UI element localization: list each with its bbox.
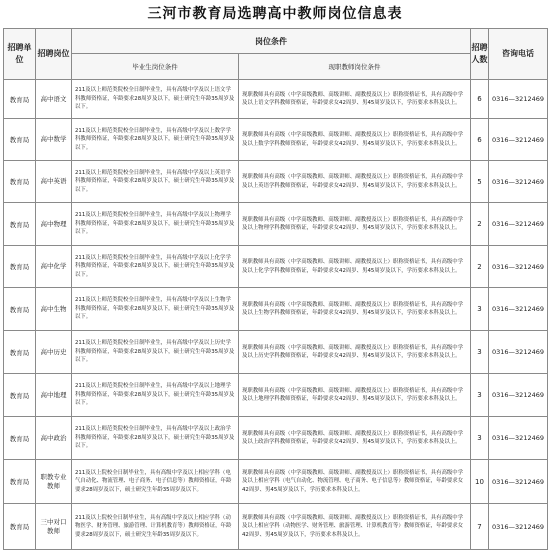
header-conditions: 岗位条件 [72, 29, 471, 54]
post-cell: 高中数学 [36, 119, 72, 161]
unit-cell: 教育局 [4, 331, 36, 374]
teacher-conditions-cell: 现职教师具有高级（中学高级教师、高级讲师、副教授及以上）职称资格证书，具有高级中学及以上物理学科教师资格证，年龄要求女42周岁、男45周岁及以下，学历要求本科及以上。 [239, 203, 471, 246]
count-cell: 3 [471, 417, 489, 460]
phone-cell: 0316—3212469 [489, 460, 548, 504]
table-row [4, 504, 548, 550]
unit-cell: 教育局 [4, 504, 36, 550]
header-post: 招聘岗位 [36, 29, 72, 80]
count-cell: 10 [471, 460, 489, 504]
unit-cell: 教育局 [4, 417, 36, 460]
count-cell: 5 [471, 161, 489, 203]
unit-cell: 教育局 [4, 460, 36, 504]
unit-cell: 教育局 [4, 288, 36, 331]
post-cell: 高中生物 [36, 288, 72, 331]
table-row [4, 119, 548, 161]
teacher-conditions-cell: 现职教师具有高级（中学高级教师、高级讲师、副教授及以上）职称资格证书，具有高级中学及以上相应学科（电气自动化、物流管理、电子商务、电子信息等）教师资格证，年龄要求女42周岁、男45周岁及以下，学历要求本科及以上。 [239, 460, 471, 504]
post-cell: 高中语文 [36, 80, 72, 119]
table-row [4, 288, 548, 331]
count-cell: 3 [471, 288, 489, 331]
teacher-conditions-cell: 现职教师具有高级（中学高级教师、高级讲师、副教授及以上）职称资格证书，具有高级中学及以上生物学科教师资格证，年龄要求女42周岁、男45周岁及以下，学历要求本科及以上。 [239, 288, 471, 331]
unit-cell: 教育局 [4, 246, 36, 288]
grad-conditions-cell: 211及以上师范类院校全日制毕业生，具有高级中学及以上数学学科教师资格证，年龄要求28周岁及以下，硕士研究生年龄35周岁及以下。 [72, 119, 239, 161]
phone-cell: 0316—3212469 [489, 161, 548, 203]
grad-conditions-cell: 211及以上院校全日制毕业生，具有高级中学及以上相应学科（动物医学、财务管理、旅游管理、计算机教育等）教师资格证，年龄要求28周岁及以下，硕士研究生年龄35周岁及以下。 [72, 504, 239, 550]
count-cell: 6 [471, 119, 489, 161]
unit-cell: 教育局 [4, 80, 36, 119]
table-row [4, 161, 548, 203]
table-row [4, 374, 548, 417]
teacher-conditions-cell: 现职教师具有高级（中学高级教师、高级讲师、副教授及以上）职称资格证书，具有高级中学及以上相应学科（动物医学、财务管理、旅游管理、计算机教育等）教师资格证，年龄要求女42周岁、男45周岁及以下，学历要求本科及以上。 [239, 504, 471, 550]
teacher-conditions-cell: 现职教师具有高级（中学高级教师、高级讲师、副教授及以上）职称资格证书，具有高级中学及以上英语学科教师资格证，年龄要求女42周岁、男45周岁及以下，学历要求本科及以上。 [239, 161, 471, 203]
phone-cell: 0316—3212469 [489, 246, 548, 288]
teacher-conditions-cell: 现职教师具有高级（中学高级教师、高级讲师、副教授及以上）职称资格证书，具有高级中学及以上数学学科教师资格证，年龄要求女42周岁、男45周岁及以下，学历要求本科及以上。 [239, 119, 471, 161]
document-title: 三河市教育局选聘高中教师岗位信息表 [147, 6, 403, 22]
post-cell: 高中历史 [36, 331, 72, 374]
unit-cell: 教育局 [4, 374, 36, 417]
phone-cell: 0316—3212469 [489, 288, 548, 331]
post-cell: 高中物理 [36, 203, 72, 246]
phone-cell: 0316—3212469 [489, 119, 548, 161]
post-cell: 高中政治 [36, 417, 72, 460]
teacher-conditions-cell: 现职教师具有高级（中学高级教师、高级讲师、副教授及以上）职称资格证书，具有高级中学及以上历史学科教师资格证，年龄要求女42周岁、男45周岁及以下，学历要求本科及以上。 [239, 331, 471, 374]
post-cell: 高中英语 [36, 161, 72, 203]
grad-conditions-cell: 211及以上师范类院校全日制毕业生，具有高级中学及以上历史学科教师资格证，年龄要求28周岁及以下，硕士研究生年龄35周岁及以下。 [72, 331, 239, 374]
teacher-conditions-cell: 现职教师具有高级（中学高级教师、高级讲师、副教授及以上）职称资格证书，具有高级中学及以上化学学科教师资格证，年龄要求女42周岁、男45周岁及以下，学历要求本科及以上。 [239, 246, 471, 288]
count-cell: 2 [471, 203, 489, 246]
recruitment-table [3, 28, 548, 550]
count-cell: 2 [471, 246, 489, 288]
count-cell: 7 [471, 504, 489, 550]
count-cell: 3 [471, 331, 489, 374]
grad-conditions-cell: 211及以上院校全日制毕业生，具有高级中学及以上相应学科（电气自动化、物流管理、电子商务、电子信息等）教师资格证，年龄要求28周岁及以下，硕士研究生年龄35周岁及以下。 [72, 460, 239, 504]
grad-conditions-cell: 211及以上师范类院校全日制毕业生，具有高级中学及以上地理学科教师资格证，年龄要求28周岁及以下，硕士研究生年龄35周岁及以下。 [72, 374, 239, 417]
phone-cell: 0316—3212469 [489, 331, 548, 374]
post-cell: 高中化学 [36, 246, 72, 288]
count-cell: 6 [471, 80, 489, 119]
post-cell: 职教专业教师 [36, 460, 72, 504]
phone-cell: 0316—3212469 [489, 417, 548, 460]
grad-conditions-cell: 211及以上师范类院校全日制毕业生，具有高级中学及以上政治学科教师资格证，年龄要求28周岁及以下，硕士研究生年龄35周岁及以下。 [72, 417, 239, 460]
phone-cell: 0316—3212469 [489, 504, 548, 550]
grad-conditions-cell: 211及以上师范类院校全日制毕业生，具有高级中学及以上化学学科教师资格证，年龄要求28周岁及以下，硕士研究生年龄35周岁及以下。 [72, 246, 239, 288]
table-row [4, 246, 548, 288]
teacher-conditions-cell: 现职教师具有高级（中学高级教师、高级讲师、副教授及以上）职称资格证书，具有高级中学及以上语文学科教师资格证，年龄要求女42周岁、男45周岁及以下，学历要求本科及以上。 [239, 80, 471, 119]
post-cell: 高中地理 [36, 374, 72, 417]
table-row [4, 331, 548, 374]
grad-conditions-cell: 211及以上师范类院校全日制毕业生，具有高级中学及以上物理学科教师资格证，年龄要求28周岁及以下，硕士研究生年龄35周岁及以下。 [72, 203, 239, 246]
header-unit: 招聘单位 [4, 29, 36, 80]
count-cell: 3 [471, 374, 489, 417]
table-row [4, 80, 548, 119]
teacher-conditions-cell: 现职教师具有高级（中学高级教师、高级讲师、副教授及以上）职称资格证书，具有高级中学及以上政治学科教师资格证，年龄要求女42周岁、男45周岁及以下，学历要求本科及以上。 [239, 417, 471, 460]
phone-cell: 0316—3212469 [489, 374, 548, 417]
table-row [4, 460, 548, 504]
teacher-conditions-cell: 现职教师具有高级（中学高级教师、高级讲师、副教授及以上）职称资格证书，具有高级中学及以上地理学科教师资格证，年龄要求女42周岁、男45周岁及以下，学历要求本科及以上。 [239, 374, 471, 417]
phone-cell: 0316—3212469 [489, 203, 548, 246]
header-count: 招聘人数 [471, 29, 489, 80]
phone-cell: 0316—3212469 [489, 80, 548, 119]
grad-conditions-cell: 211及以上师范类院校全日制毕业生，具有高级中学及以上英语学科教师资格证，年龄要求28周岁及以下，硕士研究生年龄35周岁及以下。 [72, 161, 239, 203]
unit-cell: 教育局 [4, 203, 36, 246]
header-teacher-conditions: 现职教师岗位条件 [239, 54, 471, 80]
table-row [4, 417, 548, 460]
table-row [4, 203, 548, 246]
post-cell: 三中对口教师 [36, 504, 72, 550]
grad-conditions-cell: 211及以上师范类院校全日制毕业生，具有高级中学及以上语文学科教师资格证，年龄要求28周岁及以下，硕士研究生年龄35周岁及以下。 [72, 80, 239, 119]
grad-conditions-cell: 211及以上师范类院校全日制毕业生，具有高级中学及以上生物学科教师资格证，年龄要求28周岁及以下，硕士研究生年龄35周岁及以下。 [72, 288, 239, 331]
unit-cell: 教育局 [4, 119, 36, 161]
unit-cell: 教育局 [4, 161, 36, 203]
header-grad-conditions: 毕业生岗位条件 [72, 54, 239, 80]
header-phone: 咨询电话 [489, 29, 548, 80]
